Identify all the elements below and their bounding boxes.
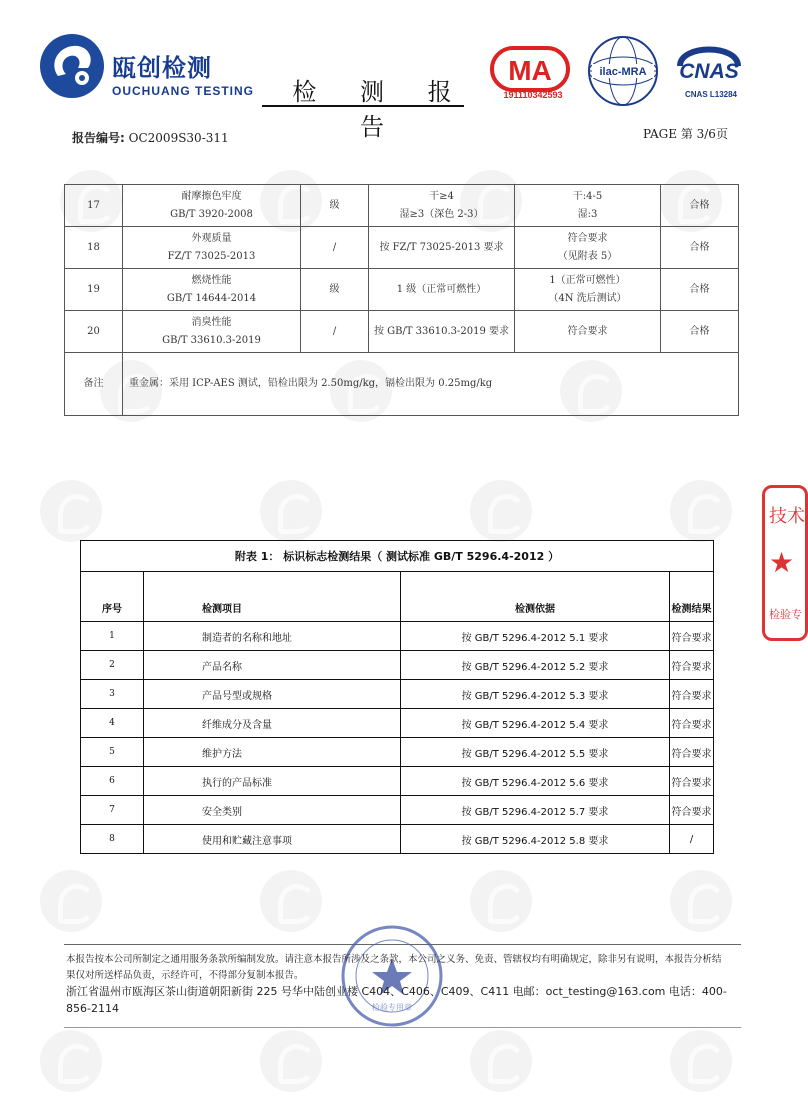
row-basis: 按 GB/T 5296.4-2012 5.2 要求 xyxy=(401,651,670,680)
test-item-cell xyxy=(123,185,301,227)
table-row xyxy=(65,227,739,269)
report-number-value: OC2009S30-311 xyxy=(128,131,229,145)
row-basis: 按 GB/T 5296.4-2012 5.3 要求 xyxy=(401,680,670,709)
requirement-cell: 按 GB/T 33610.3-2019 要求 xyxy=(369,311,515,353)
row-item: 产品名称 xyxy=(144,651,401,680)
test-standard: GB/T 33610.3-2019 xyxy=(162,334,261,346)
row-result: 符合要求 xyxy=(670,767,714,796)
requirement-cell xyxy=(369,185,515,227)
page-title: 检 测 报 告 xyxy=(292,78,470,141)
row-basis: 按 GB/T 5296.4-2012 5.4 要求 xyxy=(401,709,670,738)
company-logo-icon xyxy=(38,32,106,100)
unit-cell: / xyxy=(301,227,369,269)
result-line: 湿:3 xyxy=(577,208,598,220)
header-no: 序号 xyxy=(81,572,144,622)
watermark-logo xyxy=(470,480,532,542)
appendix-table xyxy=(80,540,714,854)
result-line: 符合要求 xyxy=(567,232,608,244)
table-row xyxy=(81,825,714,854)
row-number: 18 xyxy=(65,227,123,269)
row-basis: 按 GB/T 5296.4-2012 5.8 要求 xyxy=(401,825,670,854)
row-number: 2 xyxy=(81,651,144,680)
requirement-cell: 1 级（正常可燃性） xyxy=(369,269,515,311)
row-item: 维护方法 xyxy=(144,738,401,767)
test-item: 耐摩擦色牢度 xyxy=(181,190,242,202)
test-standard: FZ/T 73025-2013 xyxy=(167,250,256,262)
brand-name-cn: 瓯创检测 xyxy=(112,54,212,82)
row-number: 7 xyxy=(81,796,144,825)
title-underline xyxy=(262,105,464,107)
watermark-logo xyxy=(470,870,532,932)
result-cell xyxy=(515,269,661,311)
table-row xyxy=(65,185,739,227)
row-basis: 按 GB/T 5296.4-2012 5.6 要求 xyxy=(401,767,670,796)
ilac-mra-logo-icon xyxy=(586,34,660,108)
unit-cell: / xyxy=(301,311,369,353)
footer-address: 浙江省温州市瓯海区茶山街道朝阳新街 225 号华中陆创业楼 C404、C406、C409、C411 电邮：oct_testing@163.com 电话：400-856-2114 xyxy=(66,985,727,1015)
header-basis: 检测依据 xyxy=(401,572,670,622)
row-number: 4 xyxy=(81,709,144,738)
row-number: 3 xyxy=(81,680,144,709)
test-item: 燃烧性能 xyxy=(191,274,232,286)
cnas-number: CNAS L13284 xyxy=(684,90,738,99)
brand-name-en: OUCHUANG TESTING xyxy=(112,84,254,98)
row-result: 符合要求 xyxy=(670,622,714,651)
row-number: 5 xyxy=(81,738,144,767)
result-cell xyxy=(515,227,661,269)
row-item: 制造者的名称和地址 xyxy=(144,622,401,651)
watermark-logo xyxy=(670,1030,732,1092)
watermark-logo xyxy=(40,870,102,932)
requirement-line: 湿≥3（深色 2-3） xyxy=(399,208,484,220)
table-row xyxy=(81,651,714,680)
test-item-cell xyxy=(123,311,301,353)
test-item: 消臭性能 xyxy=(191,316,232,328)
row-result: 符合要求 xyxy=(670,738,714,767)
verdict-cell: 合格 xyxy=(661,185,739,227)
test-item: 外观质量 xyxy=(191,232,232,244)
watermark-logo xyxy=(260,1030,322,1092)
verdict-cell: 合格 xyxy=(661,227,739,269)
row-result: 符合要求 xyxy=(670,680,714,709)
verdict-cell: 合格 xyxy=(661,269,739,311)
row-number: 20 xyxy=(65,311,123,353)
requirement-cell: 按 FZ/T 73025-2013 要求 xyxy=(369,227,515,269)
star-icon: ★ xyxy=(769,546,795,579)
test-item-cell xyxy=(123,227,301,269)
watermark-logo xyxy=(470,1030,532,1092)
seal-text-top: 技术 xyxy=(769,506,805,527)
watermark-logo xyxy=(670,480,732,542)
table-row xyxy=(81,738,714,767)
unit-cell: 级 xyxy=(301,185,369,227)
svg-text:ilac-MRA: ilac-MRA xyxy=(599,66,647,78)
svg-text:检验专用章: 检验专用章 xyxy=(372,1003,412,1012)
result-line: 干:4-5 xyxy=(572,190,603,202)
cnas-logo-icon xyxy=(672,36,746,98)
row-number: 17 xyxy=(65,185,123,227)
page-value: 第 3/6页 xyxy=(680,127,728,141)
row-number: 1 xyxy=(81,622,144,651)
appendix-caption: 附表 1： 标识标志检测结果（ 测试标准 GB/T 5296.4-2012 ） xyxy=(81,541,714,572)
table-row xyxy=(81,680,714,709)
side-seal-stamp xyxy=(762,485,808,641)
svg-text:MA: MA xyxy=(508,55,552,86)
row-item: 使用和贮藏注意事项 xyxy=(144,825,401,854)
footer-divider-bottom xyxy=(64,1027,741,1028)
row-result: 符合要求 xyxy=(670,709,714,738)
page-indicator xyxy=(643,125,728,142)
test-standard: GB/T 14644-2014 xyxy=(166,292,257,304)
table-row xyxy=(65,269,739,311)
header-item: 检测项目 xyxy=(144,572,401,622)
row-item: 纤维成分及含量 xyxy=(144,709,401,738)
table-row xyxy=(81,796,714,825)
header-result: 检测结果 xyxy=(670,572,714,622)
appendix-caption-row xyxy=(81,541,714,572)
result-line: （4N 洗后测试） xyxy=(548,292,627,304)
row-item: 产品号型或规格 xyxy=(144,680,401,709)
table-row xyxy=(81,709,714,738)
cma-number: 191110342593 xyxy=(503,90,563,100)
requirement-line: 干≥4 xyxy=(429,190,454,202)
appendix-header-row xyxy=(81,572,714,622)
test-standard: GB/T 3920-2008 xyxy=(170,208,253,220)
footer-notice: 本报告按本公司所制定之通用服务条款所编制发放。请注意本报告所涉及之条款，本公司之义务、免责、管辖权均有明确规定，除非另有说明，本报告分析结果仅对所送样品负责，示经许可，不得部分复制本报告。 xyxy=(66,954,722,981)
report-number xyxy=(72,129,229,146)
table-row xyxy=(81,622,714,651)
row-result: 符合要求 xyxy=(670,651,714,680)
row-item: 安全类别 xyxy=(144,796,401,825)
table-row xyxy=(81,767,714,796)
row-result: / xyxy=(670,825,714,854)
table-row xyxy=(65,311,739,353)
result-cell: 符合要求 xyxy=(515,311,661,353)
remark-text: 重金属：采用 ICP-AES 测试，铅检出限为 2.50mg/kg，镉检出限为 0.25mg/kg xyxy=(123,353,739,416)
result-line: （见附表 5） xyxy=(557,250,618,262)
row-basis: 按 GB/T 5296.4-2012 5.1 要求 xyxy=(401,622,670,651)
row-number: 19 xyxy=(65,269,123,311)
watermark-logo xyxy=(670,870,732,932)
watermark-logo xyxy=(40,1030,102,1092)
results-table xyxy=(64,184,739,416)
result-cell xyxy=(515,185,661,227)
seal-text-bottom: 检验专 xyxy=(769,608,802,621)
row-basis: 按 GB/T 5296.4-2012 5.7 要求 xyxy=(401,796,670,825)
watermark-logo xyxy=(40,480,102,542)
result-line: 1（正常可燃性） xyxy=(549,274,626,286)
watermark-logo xyxy=(260,870,322,932)
row-number: 8 xyxy=(81,825,144,854)
row-result: 符合要求 xyxy=(670,796,714,825)
row-number: 6 xyxy=(81,767,144,796)
verdict-cell: 合格 xyxy=(661,311,739,353)
remark-label: 备注 xyxy=(65,353,123,416)
svg-text:CNAS: CNAS xyxy=(679,60,739,83)
row-basis: 按 GB/T 5296.4-2012 5.5 要求 xyxy=(401,738,670,767)
test-item-cell xyxy=(123,269,301,311)
page-label: PAGE xyxy=(643,127,677,141)
row-item: 执行的产品标准 xyxy=(144,767,401,796)
report-number-label: 报告编号: xyxy=(72,131,125,145)
remark-row xyxy=(65,353,739,416)
unit-cell: 级 xyxy=(301,269,369,311)
watermark-logo xyxy=(260,480,322,542)
